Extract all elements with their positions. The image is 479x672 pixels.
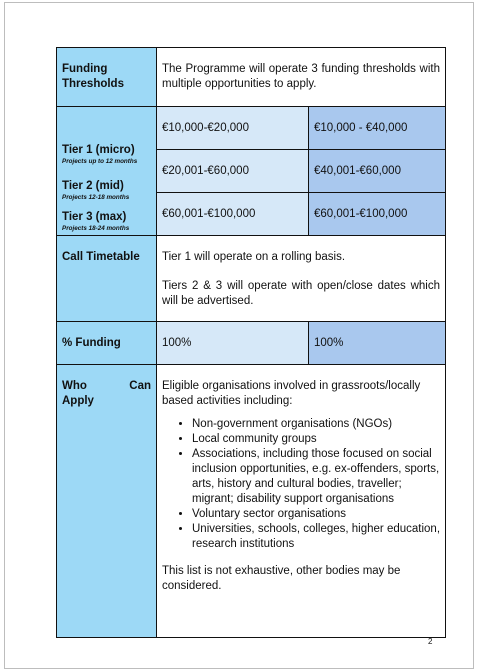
- tier-2-name: Tier 2 (mid): [62, 180, 124, 192]
- tier-3-note: Projects 18-24 months: [62, 225, 130, 232]
- list-item: • Voluntary sector organisations: [192, 507, 440, 522]
- table-row: [57, 107, 446, 150]
- tier-3-range-a: €60,001-€100,000: [157, 193, 309, 236]
- tier-1-range-b: €10,000 - €40,000: [309, 107, 446, 150]
- tier-2-note: Projects 12-18 months: [62, 194, 130, 201]
- who-can-apply-word-1: Who: [62, 380, 87, 392]
- who-can-apply-text: [157, 365, 446, 638]
- tier-labels-cell: [57, 107, 157, 236]
- call-timetable-line-1: Tier 1 will operate on a rolling basis.: [162, 251, 346, 263]
- call-timetable-line-2: Tiers 2 & 3 will operate with open/close dates which will be advertised.: [162, 280, 441, 307]
- tier-1-range-a: €10,000-€20,000: [157, 107, 309, 150]
- tier-2-range-b: €40,001-€60,000: [309, 150, 446, 193]
- tier-1-note: Projects up to 12 months: [62, 158, 138, 165]
- who-can-apply-word-3: Apply: [62, 395, 94, 407]
- tier-2-range-a: €20,001-€60,000: [157, 150, 309, 193]
- tier-3-range-b: €60,001-€100,000: [309, 193, 446, 236]
- call-timetable-label: Call Timetable: [57, 236, 157, 322]
- table-row: [57, 365, 446, 638]
- who-can-apply-intro: Eligible organisations involved in grassroots/locally based activities including:: [162, 380, 421, 407]
- who-can-apply-footer: This list is not exhaustive, other bodies may be considered.: [162, 565, 401, 592]
- funding-thresholds-label: Funding Thresholds: [57, 48, 157, 107]
- eligible-organisations-list: [162, 417, 440, 552]
- page-number: 2: [428, 637, 433, 646]
- list-item: • Non-government organisations (NGOs): [192, 417, 440, 432]
- funding-table: [56, 47, 446, 638]
- list-item: • Universities, schools, colleges, higher education, research institutions: [192, 522, 440, 552]
- call-timetable-text: [157, 236, 446, 322]
- list-item: • Associations, including those focused on social inclusion opportunities, e.g. ex-offenders, sports, arts, history and cultural bodies, traveller; migrant; disability support organisations: [192, 447, 440, 507]
- tier-3-name: Tier 3 (max): [62, 211, 127, 223]
- pct-funding-label: % Funding: [57, 322, 157, 365]
- funding-thresholds-text: The Programme will operate 3 funding thresholds with multiple opportunities to apply.: [157, 48, 446, 107]
- pct-funding-b: 100%: [309, 322, 446, 365]
- list-item: • Local community groups: [192, 432, 440, 447]
- table-row: [57, 48, 446, 107]
- document-page: [4, 2, 474, 669]
- pct-funding-a: 100%: [157, 322, 309, 365]
- tier-1-name: Tier 1 (micro): [62, 144, 135, 156]
- table-row: [57, 236, 446, 322]
- who-can-apply-label: [57, 365, 157, 638]
- who-can-apply-word-2: Can: [129, 380, 151, 392]
- table-row: [57, 322, 446, 365]
